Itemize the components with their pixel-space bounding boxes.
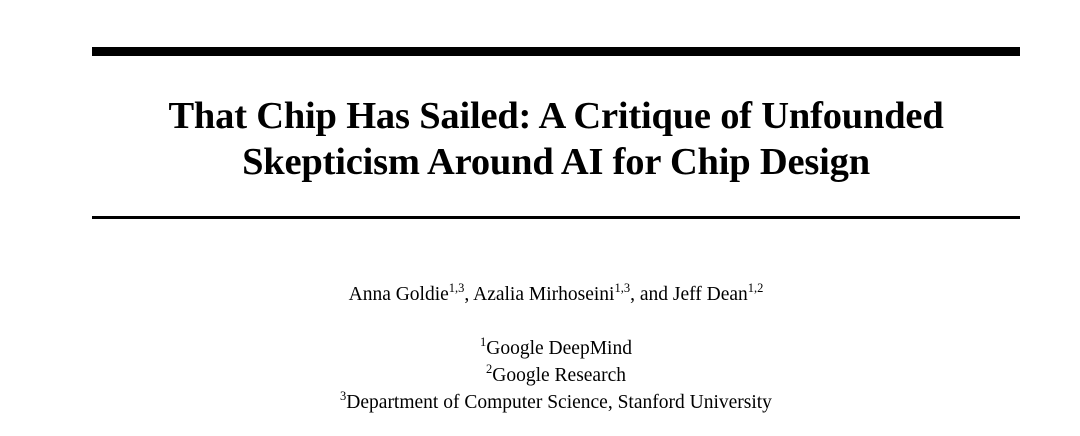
- affiliation-list: [92, 335, 1020, 416]
- affiliation-name: Google DeepMind: [486, 338, 632, 359]
- affiliation-mark: 2: [486, 362, 493, 376]
- author-affiliation-mark: 1,3: [448, 281, 465, 295]
- affiliation-item: [92, 362, 1020, 389]
- affiliation-item: [92, 335, 1020, 362]
- author-name: Jeff Dean: [672, 284, 748, 305]
- author-affiliation-mark: 1,2: [747, 281, 764, 295]
- bottom-rule: [92, 216, 1020, 219]
- paper-title: [92, 93, 1020, 185]
- author-affiliation-mark: 1,3: [614, 281, 631, 295]
- author-separator: ,: [464, 284, 474, 305]
- affiliation-mark: 1: [480, 335, 487, 349]
- author-separator: , and: [630, 284, 673, 305]
- title-line-1: That Chip Has Sailed: A Critique of Unfounded: [168, 95, 944, 137]
- affiliation-mark: 3: [340, 389, 347, 403]
- affiliation-item: [92, 389, 1020, 416]
- affiliation-name: Google Research: [492, 365, 626, 386]
- author-name: Azalia Mirhoseini: [473, 284, 615, 305]
- title-line-2: Skepticism Around AI for Chip Design: [242, 141, 870, 183]
- top-rule: [92, 47, 1020, 56]
- author-list: [92, 282, 1020, 308]
- author-name: Anna Goldie: [348, 284, 449, 305]
- affiliation-name: Department of Computer Science, Stanford University: [346, 392, 772, 413]
